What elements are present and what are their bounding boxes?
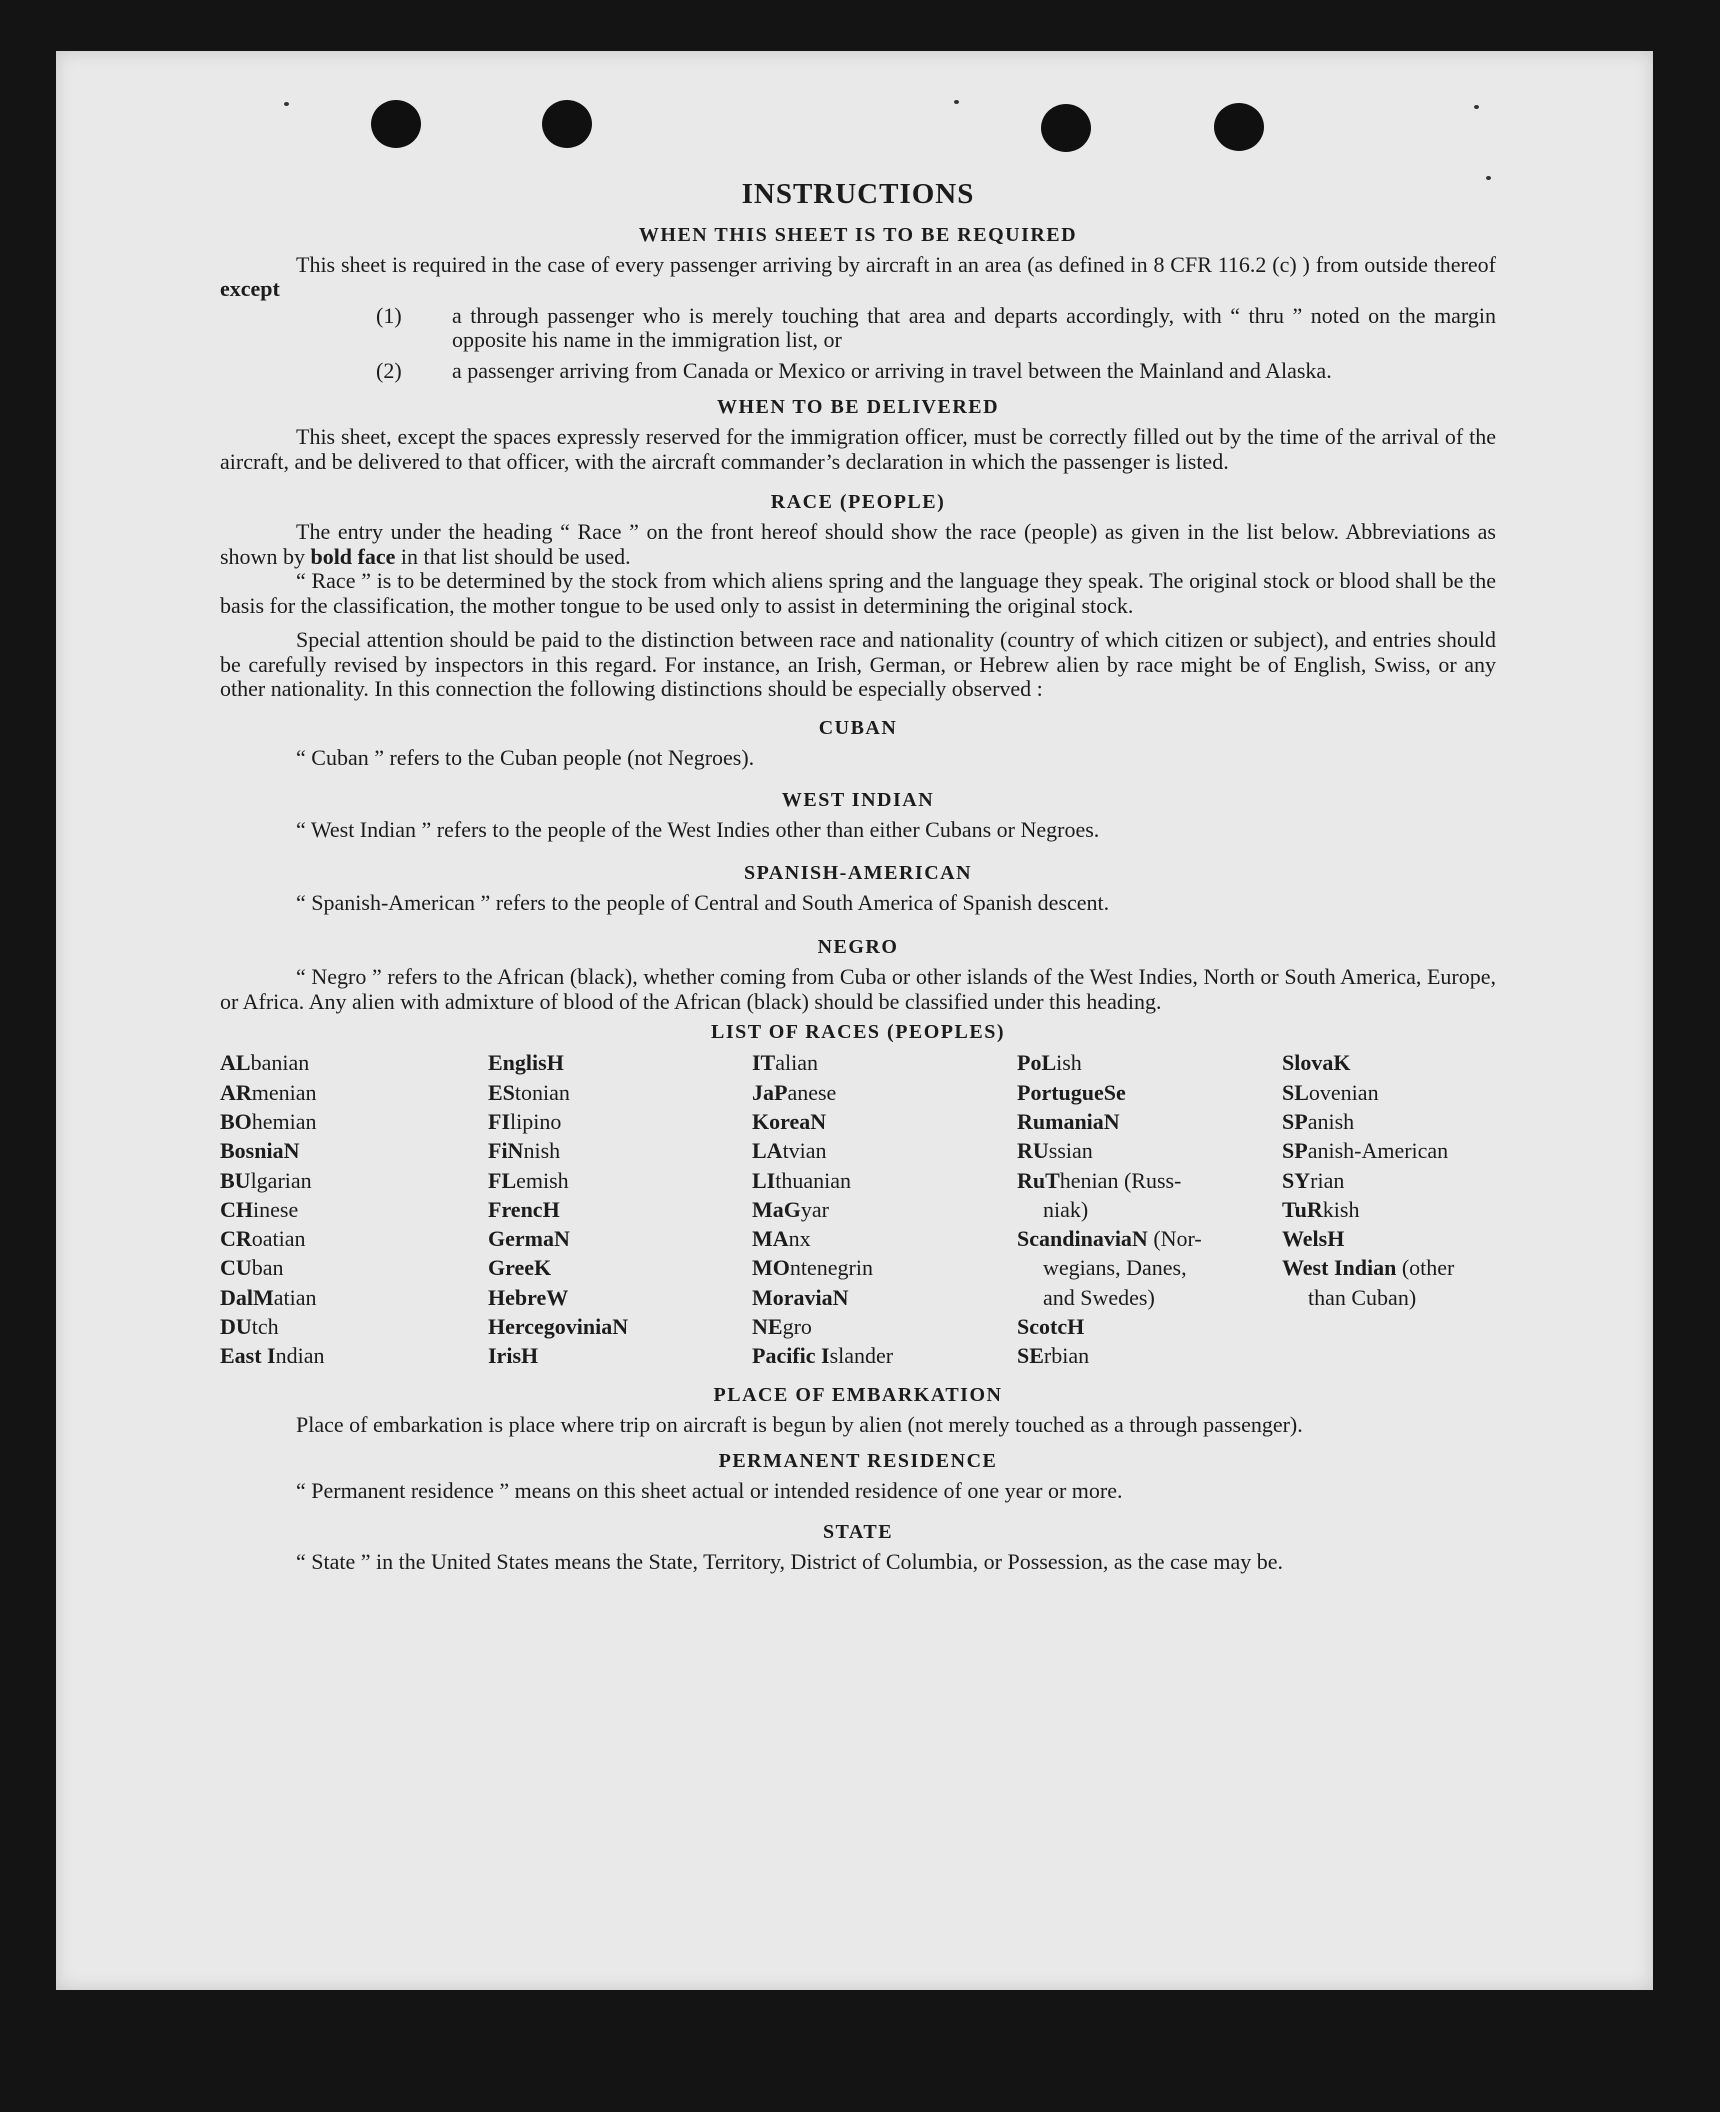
race-paragraph-1: The entry under the heading “ Race ” on the front hereof should show the race (people) as given in the list below. Abbreviations as shown by bold face in that list should be used. xyxy=(220,519,1496,569)
negro-text: “ Negro ” refers to the African (black), whether coming from Cuba or other islands of the West Indies, North or South America, Europe, or Africa. Any alien with admixture of blood of the African (black) should be classified under this heading. xyxy=(220,964,1496,1014)
page-title: INSTRUCTIONS xyxy=(741,178,975,210)
list-of-races-heading: LIST OF RACES (PEOPLES) xyxy=(710,1021,1005,1044)
race-entry: ITalian xyxy=(752,1050,819,1076)
cuban-text: “ Cuban ” refers to the Cuban people (not Negroes). xyxy=(296,744,755,770)
race-entry: MaGyar xyxy=(752,1196,829,1222)
exception-item-1: (1) a through passenger who is merely touching that area and departs accordingly, with “ thru ” noted on the margin opposite his name in the immigration list, or xyxy=(376,302,1496,353)
dust-speck xyxy=(1474,105,1479,109)
race-entry: DUtch xyxy=(220,1314,279,1340)
race-paragraph-2: “ Race ” is to be determined by the stock from which aliens spring and the language they speak. The original stock or blood shall be the basis for the classification, the mother tongue to be used only to assist in determining the original stock. xyxy=(220,568,1496,618)
race-entry: BOhemian xyxy=(220,1108,317,1134)
race-entry: CRoatian xyxy=(220,1226,306,1252)
races-column xyxy=(220,1048,488,1370)
races-column xyxy=(752,1048,1017,1370)
race-entry: CHinese xyxy=(220,1196,299,1222)
races-column xyxy=(488,1048,752,1370)
race-entry: SErbian xyxy=(1017,1343,1090,1369)
race-entry: BUlgarian xyxy=(220,1167,312,1193)
race-entry: BosniaN xyxy=(220,1138,300,1164)
section-heading-embarkation: PLACE OF EMBARKATION xyxy=(713,1383,1003,1406)
spanish-american-text: “ Spanish-American ” refers to the people of Central and South America of Spanish descent. xyxy=(296,889,1110,915)
race-entry: SlovaK xyxy=(1282,1050,1351,1076)
section-heading-delivered: WHEN TO BE DELIVERED xyxy=(716,396,1000,419)
race-entry: MAnx xyxy=(752,1226,811,1252)
race-entry: EnglisH xyxy=(488,1050,564,1076)
race-entry: PortugueSe xyxy=(1017,1079,1126,1105)
race-entry: West Indian (other than Cuban) xyxy=(1282,1255,1455,1310)
race-entry: ALbanian xyxy=(220,1050,310,1076)
race-entry: MoraviaN xyxy=(752,1284,849,1310)
dust-speck xyxy=(284,102,289,106)
residence-text: “ Permanent residence ” means on this sheet actual or intended residence of one year or more. xyxy=(296,1478,1123,1504)
race-entry: EStonian xyxy=(488,1079,570,1105)
race-entry: FLemish xyxy=(488,1167,569,1193)
race-entry: MOntenegrin xyxy=(752,1255,873,1281)
race-entry: GermaN xyxy=(488,1226,570,1252)
document-sheet xyxy=(56,51,1653,1990)
race-entry: HercegoviniaN xyxy=(488,1314,629,1340)
race-entry: WelsH xyxy=(1282,1226,1345,1252)
section-heading-residence: PERMANENT RESIDENCE xyxy=(718,1450,998,1473)
section-heading-race: RACE (PEOPLE) xyxy=(770,491,946,514)
exception-item-2: (2) a passenger arriving from Canada or Mexico or arriving in travel between the Mainland and Alaska. xyxy=(376,357,1332,383)
section-heading-west-indian: WEST INDIAN xyxy=(781,789,935,812)
race-entry: SYrian xyxy=(1282,1167,1345,1193)
race-entry: JaPanese xyxy=(752,1079,837,1105)
delivered-text: This sheet, except the spaces expressly reserved for the immigration officer, must be correctly filled out by the time of the arrival of the aircraft, and be delivered to that officer, with the aircraft commander’s declaration in which the passenger is listed. xyxy=(220,424,1496,474)
west-indian-text: “ West Indian ” refers to the people of the West Indies other than either Cubans or Negroes. xyxy=(296,817,1100,843)
race-entry: RUssian xyxy=(1017,1138,1093,1164)
section-heading-state: STATE xyxy=(822,1520,894,1543)
race-entry: FiNnish xyxy=(488,1138,561,1164)
state-text: “ State ” in the United States means the State, Territory, District of Columbia, or Possession, as the case may be. xyxy=(296,1548,1284,1574)
race-entry: ScandinaviaN (Nor- wegians, Danes, and Swedes) xyxy=(1017,1226,1202,1310)
race-entry: FIlipino xyxy=(488,1108,562,1134)
section-heading-cuban: CUBAN xyxy=(818,716,898,739)
race-entry: HebreW xyxy=(488,1284,569,1310)
race-entry: LIthuanian xyxy=(752,1167,852,1193)
race-entry: RumaniaN xyxy=(1017,1108,1120,1134)
race-entry: CUban xyxy=(220,1255,284,1281)
races-list xyxy=(220,1048,1496,1370)
required-intro: This sheet is required in the case of every passenger arriving by aircraft in an area (as defined in 8 CFR 116.2 (c) ) from outside thereof except xyxy=(220,251,1496,302)
race-entry: ARmenian xyxy=(220,1079,317,1105)
section-heading-negro: NEGRO xyxy=(817,936,899,959)
race-entry: DalMatian xyxy=(220,1284,317,1310)
race-entry: RuThenian (Russ- niak) xyxy=(1017,1167,1182,1222)
race-entry: Pacific Islander xyxy=(752,1343,894,1369)
race-entry: East Indian xyxy=(220,1343,325,1369)
race-entry: GreeK xyxy=(488,1255,552,1281)
embarkation-text: Place of embarkation is place where trip on aircraft is begun by alien (not merely touched as a through passenger). xyxy=(296,1411,1303,1437)
race-entry: TuRkish xyxy=(1282,1196,1360,1222)
section-heading-required: WHEN THIS SHEET IS TO BE REQUIRED xyxy=(638,223,1078,246)
race-entry: ScotcH xyxy=(1017,1314,1085,1340)
race-entry: IrisH xyxy=(488,1343,539,1369)
race-entry: SPanish-American xyxy=(1282,1138,1449,1164)
races-column xyxy=(1282,1048,1496,1370)
races-column xyxy=(1017,1048,1282,1370)
race-entry: SLovenian xyxy=(1282,1079,1379,1105)
race-entry: NEgro xyxy=(752,1314,812,1340)
race-entry: LAtvian xyxy=(752,1138,827,1164)
race-entry: KoreaN xyxy=(752,1108,827,1134)
section-heading-spanish-american: SPANISH-AMERICAN xyxy=(743,861,973,884)
race-paragraph-3: Special attention should be paid to the distinction between race and nationality (country of which citizen or subject), and entries should be carefully revised by inspectors in this regard. For instance, an Irish, German, or Hebrew alien by race might be of English, Swiss, or any other nationality. In this connection the following distinctions should be especially observed : xyxy=(220,627,1496,702)
race-entry: SPanish xyxy=(1282,1108,1355,1134)
race-entry: PoLish xyxy=(1017,1050,1082,1076)
dust-speck xyxy=(954,100,959,104)
race-entry: FrencH xyxy=(488,1196,560,1222)
instructions-content xyxy=(220,127,1496,1574)
